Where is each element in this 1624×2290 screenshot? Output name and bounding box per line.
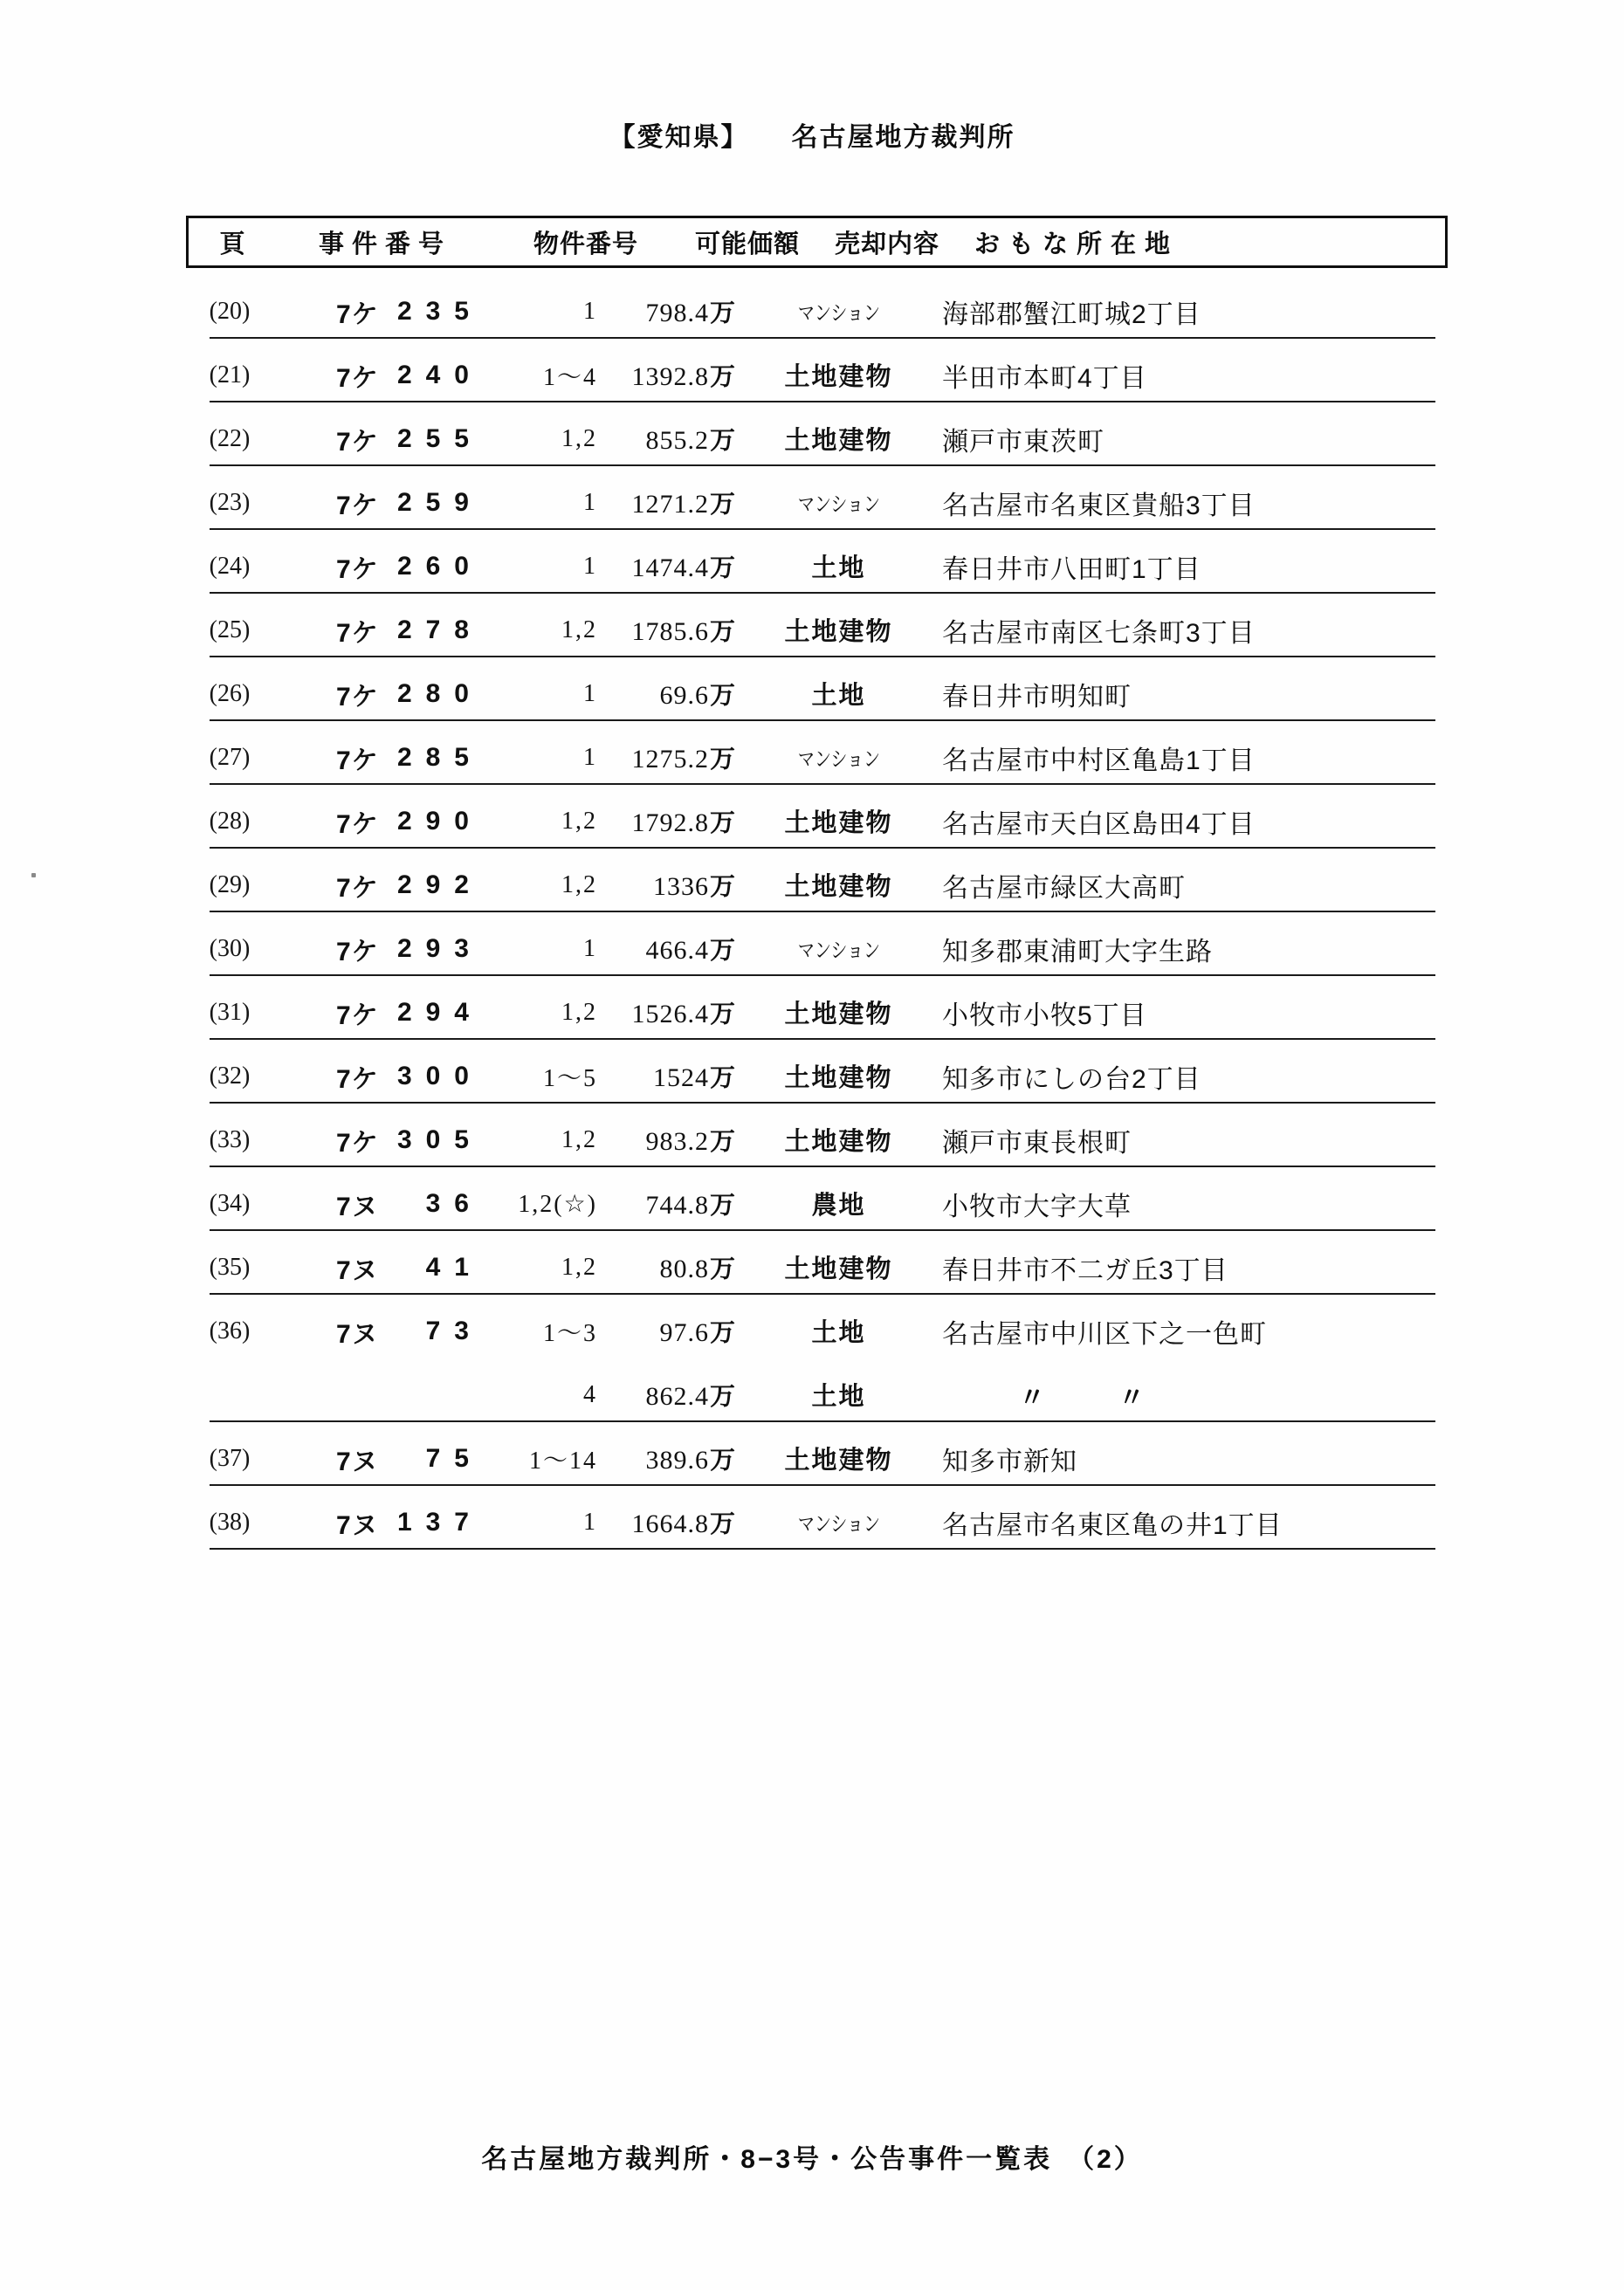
cell-page: (37)	[209, 1444, 251, 1472]
cell-page: (26)	[209, 679, 251, 707]
cell-case-number: 294	[396, 997, 483, 1027]
table-row	[186, 1422, 1448, 1486]
cell-page: (35)	[209, 1253, 251, 1281]
cell-sale-content	[735, 612, 942, 648]
price-unit: 万	[709, 1192, 735, 1220]
cell-page: (22)	[209, 424, 251, 452]
price-value: 1664.8	[631, 1509, 709, 1538]
cell-possible-price	[595, 548, 735, 584]
cell-case-number: 259	[396, 487, 483, 517]
cell-page: (34)	[209, 1189, 251, 1217]
cell-case-prefix: 7ケ	[336, 491, 379, 520]
price-value: 1271.2	[631, 490, 709, 519]
sale-type-label: 土地建物	[784, 1128, 893, 1156]
cell-page: (33)	[209, 1125, 251, 1153]
price-value: 1275.2	[631, 745, 709, 774]
cell-property-number: 1	[583, 552, 597, 580]
cell-possible-price	[595, 1058, 735, 1094]
sale-type-label: マンション	[797, 938, 880, 963]
price-value: 983.2	[645, 1127, 709, 1156]
cell-case-number: 300	[396, 1061, 483, 1090]
cell-page: (29)	[209, 870, 251, 898]
cell-sale-content	[735, 1122, 942, 1158]
cell-possible-price	[595, 1122, 735, 1158]
cell-case-number: 137	[396, 1507, 483, 1537]
cell-possible-price	[595, 357, 735, 393]
header-possible-price: 可能価額	[694, 230, 800, 258]
cell-property-number: 1,2	[561, 807, 597, 835]
sale-type-label: 土地建物	[784, 873, 893, 901]
page-footer: 名古屋地方裁判所・8−3号・公告事件一覧表 （2）	[481, 2145, 1143, 2174]
price-unit: 万	[709, 1128, 735, 1156]
scan-artifact-dot	[31, 873, 36, 877]
sale-type-label: 土地建物	[784, 809, 893, 837]
price-unit: 万	[709, 682, 735, 710]
table-row	[186, 339, 1448, 402]
table-row	[186, 657, 1448, 721]
cell-sale-content	[735, 803, 942, 839]
cell-location: 知多市新知	[942, 1447, 1077, 1476]
cell-page: (27)	[209, 743, 251, 771]
table-row	[186, 1295, 1448, 1358]
price-unit: 万	[709, 1510, 735, 1538]
price-unit: 万	[709, 491, 735, 519]
cell-page: (28)	[209, 807, 251, 835]
cell-case-prefix: 7ケ	[336, 1001, 379, 1030]
cell-sale-content	[735, 487, 942, 519]
cell-sale-content	[735, 1186, 942, 1221]
cell-case-number: 75	[425, 1443, 483, 1473]
price-unit: 万	[709, 618, 735, 646]
price-unit: 万	[709, 873, 735, 901]
cell-case-prefix: 7ケ	[336, 873, 379, 903]
sale-type-label: 土地建物	[784, 1255, 893, 1283]
cell-property-number: 1,2	[561, 424, 597, 452]
price-value: 1392.8	[631, 362, 709, 391]
price-value: 855.2	[645, 426, 709, 455]
cell-location: 春日井市不二ガ丘3丁目	[942, 1255, 1228, 1285]
sale-type-label: 農地	[811, 1192, 866, 1220]
cell-page: (24)	[209, 552, 251, 580]
cell-property-number: 1,2	[561, 1125, 597, 1153]
cell-location: 名古屋市名東区貴船3丁目	[942, 491, 1256, 520]
cell-possible-price	[595, 421, 735, 457]
sale-type-label: 土地建物	[784, 1064, 893, 1092]
price-value: 798.4	[645, 299, 709, 327]
cell-page: (32)	[209, 1062, 251, 1090]
sale-type-label: マンション	[797, 492, 880, 517]
sale-type-label: 土地	[811, 554, 866, 582]
cell-possible-price	[595, 1249, 735, 1285]
price-value: 466.4	[645, 936, 709, 965]
cell-page: (25)	[209, 615, 251, 643]
cell-location: 名古屋市南区七条町3丁目	[942, 618, 1256, 648]
price-value: 1785.6	[631, 617, 709, 646]
cell-case-prefix: 7ヌ	[336, 1319, 379, 1349]
cell-possible-price	[595, 803, 735, 839]
cell-case-prefix: 7ヌ	[336, 1255, 379, 1285]
price-unit: 万	[709, 1383, 735, 1411]
cell-sale-content	[735, 994, 942, 1030]
cell-possible-price	[595, 676, 735, 712]
cell-property-number: 1	[583, 488, 597, 516]
cell-possible-price	[595, 612, 735, 648]
cell-case-number: 278	[396, 615, 483, 644]
cell-case-number: 293	[396, 933, 483, 963]
price-value: 744.8	[645, 1191, 709, 1220]
cell-property-number: 1〜14	[528, 1447, 597, 1475]
cell-property-number: 1〜3	[542, 1319, 597, 1347]
cell-location: 半田市本町4丁目	[942, 363, 1147, 393]
cell-sale-content	[735, 1249, 942, 1285]
cell-case-number: 285	[396, 742, 483, 772]
cell-location: 名古屋市緑区大高町	[942, 873, 1186, 903]
cell-case-prefix: 7ヌ	[336, 1192, 379, 1221]
cell-property-number: 1	[583, 679, 597, 707]
cell-property-number: 1,2	[561, 870, 597, 898]
price-unit: 万	[709, 1319, 735, 1347]
sale-type-label: 土地建物	[784, 1447, 893, 1475]
cell-sale-content	[735, 1377, 942, 1413]
cell-location: 春日井市明知町	[942, 682, 1132, 712]
price-unit: 万	[709, 427, 735, 455]
price-unit: 万	[709, 937, 735, 965]
sale-type-label: 土地建物	[784, 1001, 893, 1028]
price-unit: 万	[709, 554, 735, 582]
cell-sale-content	[735, 1507, 942, 1538]
cell-possible-price	[595, 994, 735, 1030]
table-row	[186, 1040, 1448, 1104]
cell-possible-price	[595, 931, 735, 966]
cell-location: 知多市にしの台2丁目	[942, 1064, 1201, 1094]
cell-property-number: 1,2(☆)	[518, 1190, 597, 1218]
sale-type-label: マンション	[797, 300, 880, 326]
price-unit: 万	[709, 1064, 735, 1092]
cell-property-number: 1〜5	[542, 1064, 597, 1092]
table-row	[186, 594, 1448, 657]
table-header-row	[186, 216, 1448, 268]
sale-type-label: 土地建物	[784, 363, 893, 391]
cell-possible-price	[595, 739, 735, 775]
price-unit: 万	[709, 1255, 735, 1283]
cell-sale-content	[735, 742, 942, 774]
cell-location: 名古屋市中村区亀島1丁目	[942, 746, 1256, 775]
cell-sale-content	[735, 296, 942, 327]
cell-case-prefix: 7ケ	[336, 299, 379, 329]
price-value: 1336	[652, 872, 709, 901]
cell-case-number: 292	[396, 870, 483, 899]
cell-location: 春日井市八田町1丁目	[942, 554, 1201, 584]
table-row	[186, 530, 1448, 594]
cell-property-number: 1,2	[561, 1253, 597, 1281]
price-value: 97.6	[659, 1318, 709, 1347]
header-page: 頁	[219, 230, 245, 258]
cell-sale-content	[735, 1058, 942, 1094]
cell-location: 名古屋市中川区下之一色町	[942, 1319, 1267, 1349]
sale-type-label: 土地	[811, 682, 866, 710]
header-property-number: 物件番号	[533, 230, 638, 258]
table-row	[186, 1167, 1448, 1231]
price-value: 389.6	[645, 1446, 709, 1475]
cell-sale-content	[735, 933, 942, 965]
table-row	[186, 785, 1448, 849]
price-value: 862.4	[645, 1382, 709, 1411]
price-value: 1524	[652, 1063, 709, 1092]
cell-case-number: 305	[396, 1124, 483, 1154]
cell-property-number: 1〜4	[542, 363, 597, 391]
cell-case-number: 255	[396, 423, 483, 453]
cell-sale-content	[735, 357, 942, 393]
price-value: 1792.8	[631, 808, 709, 837]
cell-case-number: 260	[396, 551, 483, 581]
cell-case-number: 73	[425, 1316, 483, 1345]
cell-case-prefix: 7ヌ	[336, 1447, 379, 1476]
header-location: おもな所在地	[974, 230, 1180, 258]
cell-property-number: 1	[583, 934, 597, 962]
cell-case-prefix: 7ケ	[336, 809, 379, 839]
cell-location: 瀬戸市東長根町	[942, 1128, 1132, 1158]
cell-case-prefix: 7ケ	[336, 554, 379, 584]
cell-property-number: 1	[583, 1508, 597, 1536]
cell-possible-price	[595, 1504, 735, 1540]
cell-page: (21)	[209, 361, 251, 389]
sale-type-label: 土地	[811, 1319, 866, 1347]
cell-possible-price	[595, 1186, 735, 1221]
cell-case-prefix: 7ケ	[336, 1128, 379, 1158]
cell-case-prefix: 7ケ	[336, 746, 379, 775]
cell-property-number: 1,2	[561, 615, 597, 643]
price-unit: 万	[709, 1001, 735, 1028]
cell-case-number: 36	[425, 1188, 483, 1218]
cell-possible-price	[595, 1377, 735, 1413]
table-row	[186, 912, 1448, 976]
cell-case-number: 235	[396, 296, 483, 326]
cell-case-number: 41	[425, 1252, 483, 1282]
price-unit: 万	[709, 363, 735, 391]
sale-type-label: マンション	[797, 746, 880, 772]
cell-location: 〃 〃	[1019, 1383, 1152, 1413]
cell-case-prefix: 7ケ	[336, 1064, 379, 1094]
cell-property-number: 1	[583, 297, 597, 325]
cell-page: (36)	[209, 1317, 251, 1344]
cell-page: (20)	[209, 297, 251, 325]
case-table	[186, 216, 1448, 1550]
cell-possible-price	[595, 485, 735, 520]
cell-possible-price	[595, 1313, 735, 1349]
price-value: 1526.4	[631, 1000, 709, 1028]
page-title: 【愛知県】 名古屋地方裁判所	[609, 123, 1015, 152]
sale-type-label: 土地建物	[784, 427, 893, 455]
table-row	[186, 721, 1448, 785]
cell-case-number: 290	[396, 806, 483, 836]
cell-location: 名古屋市名東区亀の井1丁目	[942, 1510, 1283, 1540]
sale-type-label: 土地建物	[784, 618, 893, 646]
cell-case-prefix: 7ヌ	[336, 1510, 379, 1540]
cell-location: 瀬戸市東茨町	[942, 427, 1104, 457]
table-row	[186, 275, 1448, 339]
table-body	[186, 275, 1448, 1550]
cell-case-number: 240	[396, 360, 483, 389]
cell-property-number: 1,2	[561, 998, 597, 1026]
sale-type-label: マンション	[797, 1511, 880, 1537]
cell-sale-content	[735, 867, 942, 903]
sale-type-label: 土地	[811, 1383, 866, 1411]
price-value: 69.6	[659, 681, 709, 710]
price-unit: 万	[709, 299, 735, 327]
table-row	[186, 402, 1448, 466]
cell-possible-price	[595, 293, 735, 329]
price-unit: 万	[709, 1447, 735, 1475]
cell-location: 小牧市小牧5丁目	[942, 1001, 1147, 1030]
cell-sale-content	[735, 548, 942, 584]
cell-page: (31)	[209, 998, 251, 1026]
cell-case-prefix: 7ケ	[336, 618, 379, 648]
table-row	[186, 976, 1448, 1040]
cell-property-number: 4	[583, 1380, 597, 1408]
cell-page: (30)	[209, 934, 251, 962]
cell-property-number: 1	[583, 743, 597, 771]
table-row	[186, 466, 1448, 530]
cell-possible-price	[595, 867, 735, 903]
cell-location: 小牧市大字大草	[942, 1192, 1132, 1221]
cell-page: (38)	[209, 1508, 251, 1536]
cell-sale-content	[735, 676, 942, 712]
cell-sale-content	[735, 1313, 942, 1349]
price-value: 80.8	[659, 1255, 709, 1283]
table-row	[186, 1231, 1448, 1295]
cell-case-prefix: 7ケ	[336, 682, 379, 712]
cell-case-prefix: 7ケ	[336, 363, 379, 393]
price-unit: 万	[709, 746, 735, 774]
cell-possible-price	[595, 1441, 735, 1476]
cell-page: (23)	[209, 488, 251, 516]
table-row	[186, 1104, 1448, 1167]
price-value: 1474.4	[631, 554, 709, 582]
table-row	[186, 1486, 1448, 1550]
price-unit: 万	[709, 809, 735, 837]
cell-location: 海部郡蟹江町城2丁目	[942, 299, 1201, 329]
cell-sale-content	[735, 421, 942, 457]
cell-case-prefix: 7ケ	[336, 427, 379, 457]
cell-location: 名古屋市天白区島田4丁目	[942, 809, 1256, 839]
header-case-number: 事件番号	[318, 230, 451, 258]
cell-case-prefix: 7ケ	[336, 937, 379, 966]
table-row	[186, 849, 1448, 912]
cell-case-number: 280	[396, 678, 483, 708]
cell-location: 知多郡東浦町大字生路	[942, 937, 1213, 966]
table-row	[186, 1358, 1448, 1422]
cell-sale-content	[735, 1441, 942, 1476]
header-sale-content: 売却内容	[834, 230, 939, 258]
